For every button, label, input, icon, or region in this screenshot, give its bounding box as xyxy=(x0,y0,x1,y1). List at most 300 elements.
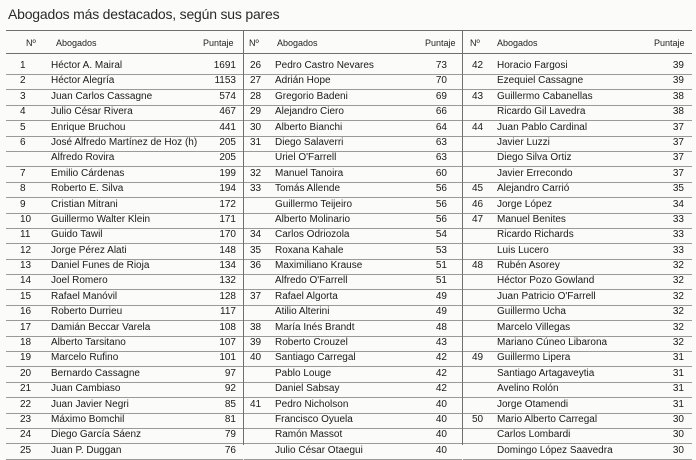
lawyer-name: Héctor Alegría xyxy=(51,75,115,87)
points-value: 108 xyxy=(219,321,236,333)
table-row xyxy=(244,59,462,74)
table-row xyxy=(463,136,692,151)
lawyer-name: Ramón Massot xyxy=(275,429,343,441)
lawyer-name: Guillermo Walter Klein xyxy=(51,213,151,225)
table-row xyxy=(463,105,692,120)
ranking-rows xyxy=(6,59,243,459)
table-row xyxy=(244,213,462,228)
lawyer-name: Guillermo Lipera xyxy=(497,352,571,364)
points-value: 40 xyxy=(435,413,447,425)
lawyer-name: Mariano Cúneo Libarona xyxy=(497,337,608,349)
lawyer-name: Rafael Algorta xyxy=(275,290,338,302)
points-value: 40 xyxy=(435,429,447,441)
rank-number: 14 xyxy=(20,275,32,287)
points-value: 194 xyxy=(219,183,236,195)
lawyer-name: Domingo López Saavedra xyxy=(497,444,613,456)
lawyer-name: Alfredo O'Farrell xyxy=(275,275,348,287)
lawyer-name: Juan Pablo Cardinal xyxy=(497,121,588,133)
lawyer-name: Diego García Sáenz xyxy=(51,429,142,441)
rank-number: 37 xyxy=(250,290,262,302)
points-value: 205 xyxy=(219,152,236,164)
points-value: 79 xyxy=(224,429,236,441)
points-value: 32 xyxy=(672,306,684,318)
table-row xyxy=(463,182,692,197)
lawyer-name: Damián Beccar Varela xyxy=(51,321,151,333)
lawyer-name: Julio César Rivera xyxy=(51,106,133,118)
table-row xyxy=(244,382,462,397)
table-row xyxy=(463,444,692,459)
column-header xyxy=(463,31,692,53)
rank-number: 36 xyxy=(250,260,262,272)
ranking-column-1 xyxy=(6,31,243,459)
table-row xyxy=(463,74,692,89)
table-row xyxy=(463,213,692,228)
lawyer-name: Marcelo Villegas xyxy=(497,321,571,333)
lawyer-name: Roberto Durrieu xyxy=(51,306,123,318)
points-value: 51 xyxy=(435,275,447,287)
rank-number: 45 xyxy=(472,183,484,195)
points-value: 49 xyxy=(435,290,447,302)
lawyer-name: Jorge López xyxy=(497,198,553,210)
points-value: 81 xyxy=(224,413,236,425)
lawyer-name: Roxana Kahale xyxy=(275,244,344,256)
lawyer-name: Alberto Bianchi xyxy=(275,121,343,133)
points-value: 441 xyxy=(219,121,236,133)
points-value: 66 xyxy=(435,106,447,118)
table-row xyxy=(244,444,462,459)
points-value: 53 xyxy=(435,244,447,256)
lawyer-name: Rafael Manóvil xyxy=(51,290,118,302)
rank-number: 29 xyxy=(250,106,262,118)
table-row xyxy=(463,59,692,74)
lawyer-name: Uriel O'Farrell xyxy=(275,152,337,164)
table-row xyxy=(244,228,462,243)
points-value: 42 xyxy=(435,367,447,379)
rank-number: 25 xyxy=(20,444,32,456)
table-row xyxy=(463,244,692,259)
table-row xyxy=(6,413,243,428)
lawyer-name: Alejandro Carrió xyxy=(497,183,570,195)
lawyer-name: Marcelo Rufino xyxy=(51,352,119,364)
ranking-column-3 xyxy=(463,31,692,459)
points-value: 32 xyxy=(672,290,684,302)
header-name: Abogados xyxy=(277,38,318,48)
rank-number: 35 xyxy=(250,244,262,256)
points-value: 43 xyxy=(435,337,447,349)
table-row xyxy=(244,351,462,366)
points-value: 37 xyxy=(672,121,684,133)
header-name: Abogados xyxy=(497,38,538,48)
points-value: 467 xyxy=(219,106,236,118)
rank-number: 5 xyxy=(20,121,26,133)
rank-number: 38 xyxy=(250,321,262,333)
points-value: 172 xyxy=(219,198,236,210)
points-value: 97 xyxy=(224,367,236,379)
points-value: 38 xyxy=(672,106,684,118)
lawyer-name: Ezequiel Cassagne xyxy=(497,75,584,87)
points-value: 39 xyxy=(672,60,684,71)
points-value: 60 xyxy=(435,167,447,179)
points-value: 40 xyxy=(435,398,447,410)
lawyer-name: Guido Tawil xyxy=(51,229,103,241)
table-row xyxy=(244,305,462,320)
table-row xyxy=(463,290,692,305)
rank-number: 42 xyxy=(472,60,484,71)
rank-number: 27 xyxy=(250,75,262,87)
points-value: 49 xyxy=(435,306,447,318)
rank-number: 50 xyxy=(472,413,484,425)
lawyer-name: Enrique Bruchou xyxy=(51,121,126,133)
table-row xyxy=(6,244,243,259)
points-value: 85 xyxy=(224,398,236,410)
table-row xyxy=(463,305,692,320)
rank-number: 16 xyxy=(20,306,32,318)
points-value: 39 xyxy=(672,75,684,87)
points-value: 35 xyxy=(672,183,684,195)
rank-number: 11 xyxy=(20,229,31,241)
header-num: Nº xyxy=(26,38,36,48)
points-value: 31 xyxy=(672,367,684,379)
rank-number: 6 xyxy=(20,136,26,148)
points-value: 117 xyxy=(220,306,236,318)
points-value: 37 xyxy=(672,136,684,148)
rank-number: 34 xyxy=(250,229,262,241)
table-title: Abogados más destacados, según sus pares xyxy=(8,6,280,22)
lawyer-name: Mario Alberto Carregal xyxy=(497,413,598,425)
table-row xyxy=(6,151,243,166)
rank-number: 32 xyxy=(250,167,262,179)
table-row xyxy=(244,290,462,305)
table-row xyxy=(6,382,243,397)
rank-number: 28 xyxy=(250,90,262,102)
rank-number: 44 xyxy=(472,121,484,133)
points-value: 107 xyxy=(219,337,236,349)
rank-number: 13 xyxy=(20,260,32,272)
table-row xyxy=(244,74,462,89)
rank-number: 30 xyxy=(250,121,262,133)
points-value: 34 xyxy=(672,198,684,210)
points-value: 31 xyxy=(672,383,684,395)
lawyer-name: Roberto E. Silva xyxy=(51,183,124,195)
lawyer-name: Roberto Crouzel xyxy=(275,337,348,349)
points-value: 54 xyxy=(435,229,447,241)
lawyer-name: Guillermo Cabanellas xyxy=(497,90,593,102)
lawyer-name: Bernardo Cassagne xyxy=(51,367,140,379)
lawyer-name: Ricardo Richards xyxy=(497,229,574,241)
table-row xyxy=(244,259,462,274)
lawyer-name: Guillermo Teijeiro xyxy=(275,198,353,210)
table-row xyxy=(463,274,692,289)
table-row xyxy=(6,105,243,120)
lawyer-name: Juan Cambiaso xyxy=(51,383,121,395)
table-row xyxy=(463,398,692,413)
table-row xyxy=(244,121,462,136)
table-row xyxy=(6,74,243,89)
lawyer-name: Juan P. Duggan xyxy=(51,444,122,456)
lawyer-name: Daniel Funes de Rioja xyxy=(51,260,150,272)
ranking-rows xyxy=(244,59,462,459)
rank-number: 12 xyxy=(20,244,32,256)
table-row xyxy=(463,321,692,336)
lawyer-name: Adrián Hope xyxy=(275,75,331,87)
table-row xyxy=(6,182,243,197)
lawyer-name: Jorge Otamendi xyxy=(497,398,569,410)
rank-number: 19 xyxy=(20,352,32,364)
points-value: 134 xyxy=(219,260,236,272)
points-value: 63 xyxy=(435,136,447,148)
header-points: Puntaje xyxy=(203,38,234,48)
table-row xyxy=(463,90,692,105)
table-row xyxy=(6,351,243,366)
lawyer-name: Rubén Asorey xyxy=(497,260,560,272)
points-value: 76 xyxy=(224,444,236,456)
lawyer-name: Máximo Bomchil xyxy=(51,413,125,425)
lawyer-name: Diego Silva Ortiz xyxy=(497,152,572,164)
lawyer-name: Pedro Nicholson xyxy=(275,398,349,410)
points-value: 51 xyxy=(435,260,447,272)
table-row xyxy=(244,90,462,105)
table-row xyxy=(6,213,243,228)
lawyer-name: Jorge Pérez Alati xyxy=(51,244,127,256)
lawyer-name: Cristian Mitrani xyxy=(51,198,118,210)
rank-number: 20 xyxy=(20,367,32,379)
lawyer-name: Pablo Louge xyxy=(275,367,332,379)
points-value: 33 xyxy=(672,244,684,256)
lawyer-name: Alejandro Ciero xyxy=(275,106,344,118)
points-value: 132 xyxy=(219,275,236,287)
points-value: 69 xyxy=(435,90,447,102)
points-value: 199 xyxy=(219,167,236,179)
lawyer-name: José Alfredo Martínez de Hoz (h) xyxy=(51,136,198,148)
points-value: 48 xyxy=(435,321,447,333)
lawyer-name: María Inés Brandt xyxy=(275,321,355,333)
points-value: 70 xyxy=(435,75,447,87)
points-value: 40 xyxy=(435,444,447,456)
rank-number: 33 xyxy=(250,183,262,195)
lawyer-name: Javier Luzzi xyxy=(497,136,550,148)
lawyer-name: Héctor Pozo Gowland xyxy=(497,275,595,287)
table-row xyxy=(6,121,243,136)
rank-number: 31 xyxy=(250,136,262,148)
lawyer-name: Pedro Castro Nevares xyxy=(275,60,374,71)
table-row xyxy=(463,259,692,274)
rank-number: 22 xyxy=(20,398,32,410)
header-name: Abogados xyxy=(56,38,97,48)
lawyer-name: Daniel Sabsay xyxy=(275,383,340,395)
lawyer-name: Alberto Tarsitano xyxy=(51,337,126,349)
rank-number: 21 xyxy=(20,383,32,395)
points-value: 205 xyxy=(219,136,236,148)
rank-number: 26 xyxy=(250,60,262,71)
table-row xyxy=(463,167,692,182)
points-value: 32 xyxy=(672,337,684,349)
lawyer-name: Héctor A. Mairal xyxy=(51,60,123,71)
table-row xyxy=(244,136,462,151)
points-value: 33 xyxy=(672,229,684,241)
column-header xyxy=(244,31,462,53)
lawyer-name: Tomás Allende xyxy=(275,183,341,195)
table-row xyxy=(463,413,692,428)
points-value: 30 xyxy=(672,444,684,456)
table-row xyxy=(463,151,692,166)
ranking-column-2 xyxy=(244,31,462,459)
rank-number: 8 xyxy=(20,183,26,195)
rank-number: 48 xyxy=(472,260,484,272)
rank-number: 24 xyxy=(20,429,32,441)
table-row xyxy=(6,321,243,336)
points-value: 32 xyxy=(672,275,684,287)
table-row xyxy=(463,121,692,136)
table-row xyxy=(6,367,243,382)
points-value: 32 xyxy=(672,321,684,333)
table-row xyxy=(244,244,462,259)
lawyer-name: Carlos Odriozola xyxy=(275,229,350,241)
rank-number: 43 xyxy=(472,90,484,102)
table-row xyxy=(6,274,243,289)
points-value: 37 xyxy=(672,152,684,164)
table-row xyxy=(463,228,692,243)
lawyer-name: Joel Romero xyxy=(51,275,108,287)
rank-number: 1 xyxy=(20,60,26,71)
lawyer-name: Atilio Alterini xyxy=(275,306,330,318)
points-value: 42 xyxy=(435,352,447,364)
table-row xyxy=(6,290,243,305)
points-value: 31 xyxy=(672,352,684,364)
lawyer-name: Julio César Otaegui xyxy=(275,444,363,456)
points-value: 148 xyxy=(219,244,236,256)
rank-number: 10 xyxy=(20,213,32,225)
rank-number: 47 xyxy=(472,213,484,225)
table-row xyxy=(6,336,243,351)
rank-number: 23 xyxy=(20,413,32,425)
points-value: 33 xyxy=(672,213,684,225)
lawyer-name: Luis Lucero xyxy=(497,244,549,256)
points-value: 30 xyxy=(672,413,684,425)
column-header xyxy=(6,31,243,53)
points-value: 1153 xyxy=(214,75,236,87)
table-row xyxy=(6,59,243,74)
table-row xyxy=(244,413,462,428)
table-row xyxy=(6,136,243,151)
lawyer-name: Alfredo Rovira xyxy=(51,152,115,164)
table-row xyxy=(463,367,692,382)
table-row xyxy=(463,382,692,397)
rank-number: 3 xyxy=(20,90,26,102)
points-value: 64 xyxy=(435,121,447,133)
rank-number: 49 xyxy=(472,352,484,364)
header-num: Nº xyxy=(249,38,259,48)
points-value: 38 xyxy=(672,90,684,102)
rank-number: 39 xyxy=(250,337,262,349)
rank-number: 7 xyxy=(20,167,26,179)
points-value: 31 xyxy=(672,398,684,410)
table-row xyxy=(6,198,243,213)
rank-number: 9 xyxy=(20,198,26,210)
points-value: 73 xyxy=(435,60,447,71)
lawyer-name: Santiago Artagaveytia xyxy=(497,367,595,379)
lawyer-name: Alberto Molinario xyxy=(275,213,351,225)
ranking-rows xyxy=(463,59,692,459)
points-value: 1691 xyxy=(213,60,236,71)
table-row xyxy=(244,105,462,120)
table-row xyxy=(244,367,462,382)
table-row xyxy=(463,198,692,213)
header-points: Puntaje xyxy=(654,38,685,48)
lawyer-name: Diego Salaverri xyxy=(275,136,344,148)
table-row xyxy=(244,336,462,351)
rank-number: 46 xyxy=(472,198,484,210)
table-row xyxy=(6,90,243,105)
table-row xyxy=(244,198,462,213)
table-row xyxy=(6,167,243,182)
points-value: 32 xyxy=(672,260,684,272)
points-value: 42 xyxy=(435,383,447,395)
table-row xyxy=(6,398,243,413)
lawyer-name: Ricardo Gil Lavedra xyxy=(497,106,586,118)
lawyer-name: Santiago Carregal xyxy=(275,352,356,364)
rank-number: 2 xyxy=(20,75,26,87)
table-row xyxy=(244,428,462,443)
lawyer-name: Guillermo Ucha xyxy=(497,306,566,318)
table-row xyxy=(463,428,692,443)
lawyer-name: Juan Carlos Cassagne xyxy=(51,90,153,102)
table-row xyxy=(6,428,243,443)
table-row xyxy=(6,259,243,274)
table-row xyxy=(244,321,462,336)
lawyer-name: Maximiliano Krause xyxy=(275,260,363,272)
rank-number: 18 xyxy=(20,337,32,349)
points-value: 37 xyxy=(672,167,684,179)
lawyer-name: Francisco Oyuela xyxy=(275,413,353,425)
lawyer-name: Avelino Rolón xyxy=(497,383,559,395)
header-num: Nº xyxy=(470,38,480,48)
table-row xyxy=(6,305,243,320)
points-value: 56 xyxy=(435,183,447,195)
points-value: 56 xyxy=(435,198,447,210)
points-value: 101 xyxy=(219,352,236,364)
rank-number: 4 xyxy=(20,106,26,118)
points-value: 574 xyxy=(219,90,236,102)
lawyer-name: Emilio Cárdenas xyxy=(51,167,125,179)
points-value: 92 xyxy=(224,383,236,395)
table-row xyxy=(244,398,462,413)
header-points: Puntaje xyxy=(425,38,456,48)
lawyer-name: Manuel Tanoira xyxy=(275,167,344,179)
lawyer-name: Carlos Lombardi xyxy=(497,429,571,441)
table-row xyxy=(244,182,462,197)
lawyer-name: Gregorio Badeni xyxy=(275,90,348,102)
table-row xyxy=(244,151,462,166)
table-row xyxy=(6,228,243,243)
rank-number: 40 xyxy=(250,352,262,364)
points-value: 63 xyxy=(435,152,447,164)
table-row xyxy=(463,351,692,366)
table-row xyxy=(244,274,462,289)
lawyer-name: Juan Patricio O'Farrell xyxy=(497,290,596,302)
lawyer-name: Javier Errecondo xyxy=(497,167,573,179)
lawyer-name: Manuel Benites xyxy=(497,213,566,225)
table-row xyxy=(463,336,692,351)
points-value: 171 xyxy=(219,213,236,225)
table-row xyxy=(6,444,243,459)
lawyer-name: Juan Javier Negri xyxy=(51,398,129,410)
points-value: 56 xyxy=(435,213,447,225)
rank-number: 17 xyxy=(20,321,32,333)
points-value: 170 xyxy=(219,229,236,241)
rank-number: 15 xyxy=(20,290,32,302)
points-value: 30 xyxy=(672,429,684,441)
points-value: 128 xyxy=(219,290,236,302)
